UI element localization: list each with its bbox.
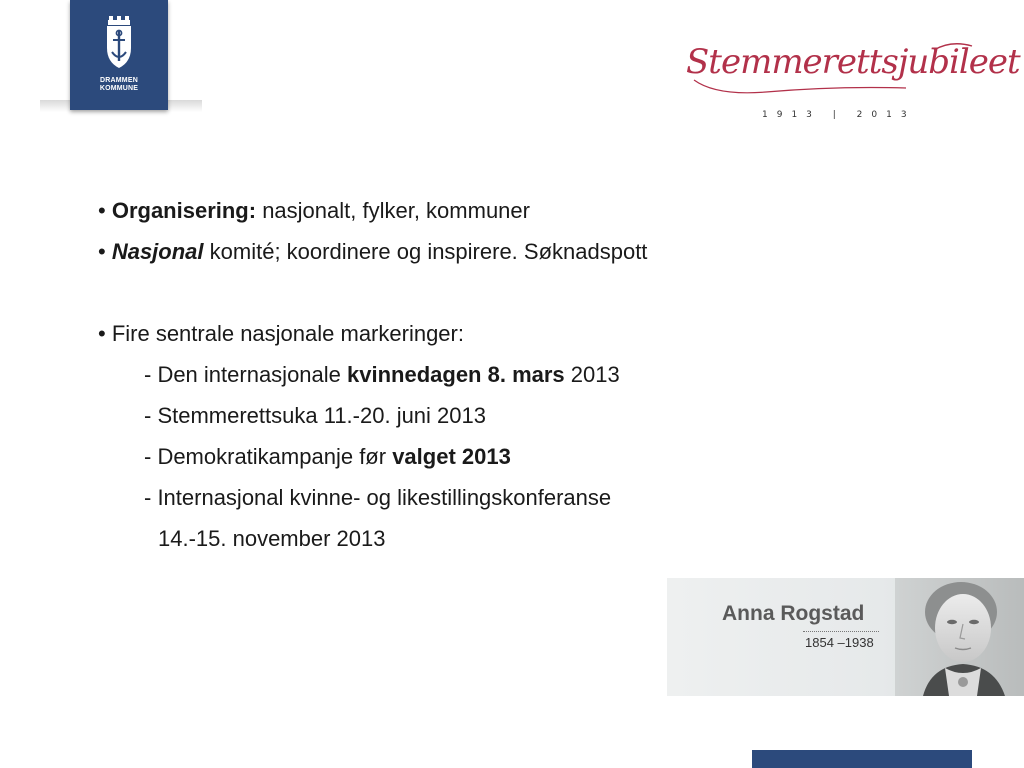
portrait-image xyxy=(895,578,1024,696)
bullet-markeringer xyxy=(98,313,858,354)
sub-item-text: 14.-15. november 2013 xyxy=(158,526,386,551)
sub-item-suffix: 2013 xyxy=(564,362,620,387)
banner-years: 1854 –1938 xyxy=(805,635,874,650)
bullet-label: Organisering: xyxy=(111,198,257,223)
bullet-label: Nasjonal xyxy=(111,239,204,264)
bullet-marker: • xyxy=(98,321,106,346)
jubilee-years: 1913 | 2013 xyxy=(762,110,916,120)
stemmerettsjubileet-logo xyxy=(676,36,1020,126)
jubilee-script-title: Stemmerettsjubileet xyxy=(686,42,1020,82)
bullet-organisering xyxy=(98,190,858,231)
sub-item-prefix: - Demokratikampanje før xyxy=(144,444,393,469)
coat-of-arms-icon xyxy=(99,14,139,74)
sub-item-demokratikampanje xyxy=(98,436,858,477)
footer-tab xyxy=(752,750,972,768)
bullet-marker: • xyxy=(98,239,106,264)
banner-divider xyxy=(803,631,879,632)
sub-item-kvinnedagen xyxy=(98,354,858,395)
bullet-marker: • xyxy=(98,198,106,223)
sub-item-prefix: - Den internasjonale xyxy=(144,362,348,387)
spacer xyxy=(98,272,858,313)
bullet-text: Fire sentrale nasjonale markeringer: xyxy=(105,321,464,346)
slide-body xyxy=(98,190,858,559)
sub-item-konferanse xyxy=(98,477,858,518)
sub-item-stemmerettsuka xyxy=(98,395,858,436)
logo-text-drammen: DRAMMEN xyxy=(100,77,138,84)
bullet-text: komité; koordinere og inspirere. Søknadspott xyxy=(203,239,648,264)
sub-item-bold: valget 2013 xyxy=(392,444,511,469)
sub-item-text: - Internasjonal kvinne- og likestillingskonferanse xyxy=(144,485,612,510)
sub-item-konferanse-date xyxy=(98,518,858,559)
bullet-text: nasjonalt, fylker, kommuner xyxy=(256,198,530,223)
sub-item-text: - Stemmerettsuka 11.-20. juni 2013 xyxy=(144,403,486,428)
sub-item-bold: kvinnedagen 8. mars xyxy=(347,362,565,387)
drammen-kommune-logo xyxy=(70,0,168,110)
banner-name: Anna Rogstad xyxy=(722,602,865,625)
logo-text-kommune: KOMMUNE xyxy=(99,85,139,92)
bullet-nasjonal xyxy=(98,231,858,272)
anna-rogstad-banner xyxy=(667,578,1024,696)
